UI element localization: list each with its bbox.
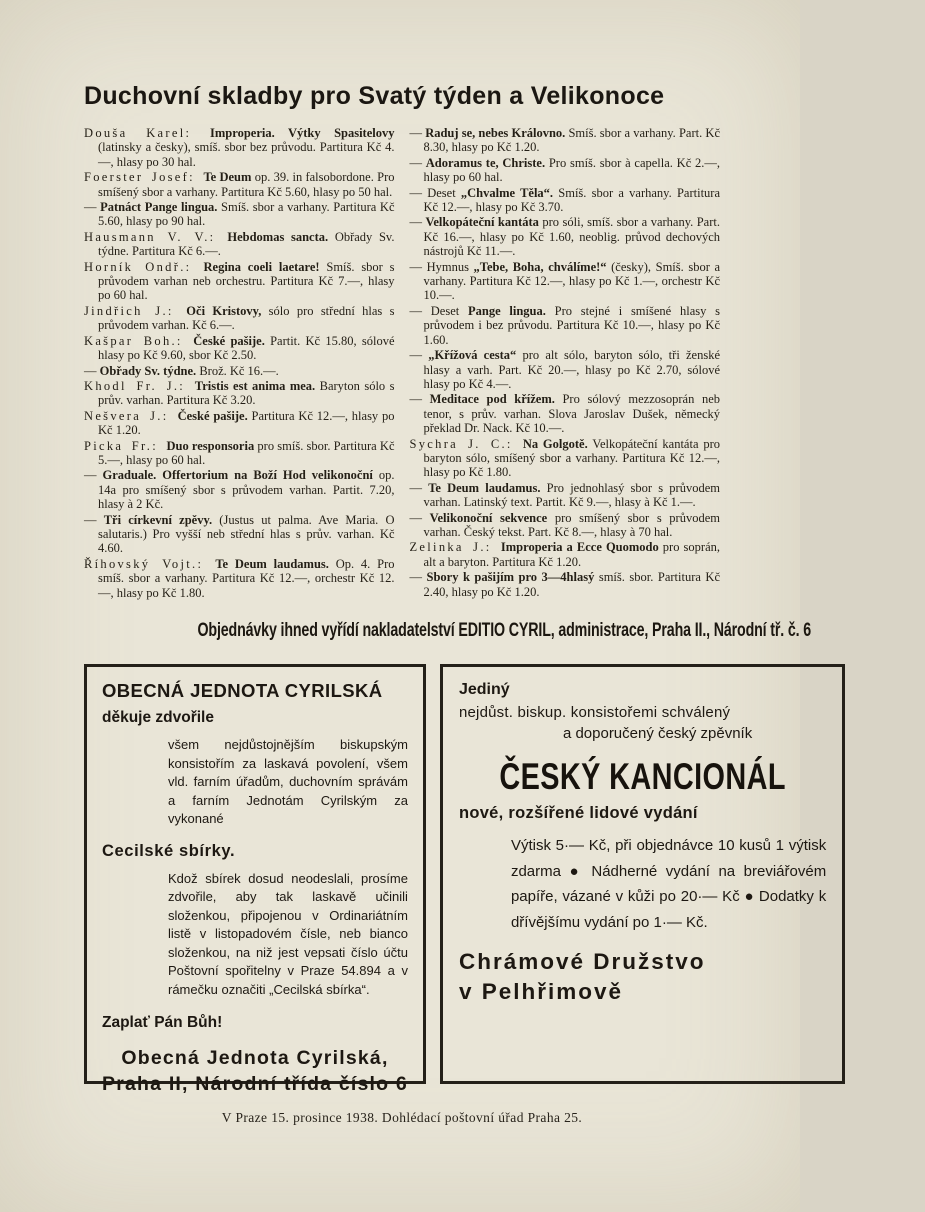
catalog-entry <box>84 126 395 169</box>
entry-segment-plain: Pro smíš. sbor à capella. Kč 2.—, hlasy po 60 hal. <box>423 155 721 185</box>
ad-right-lead: Jediný <box>458 681 510 698</box>
entry-segment-bold: Regina coeli laetare! <box>203 259 320 274</box>
catalog-entry <box>410 481 721 510</box>
entry-segment-plain: — Deset <box>409 185 461 200</box>
ad-right-signature <box>459 947 826 1008</box>
entry-segment-plain: — <box>409 570 427 585</box>
entry-segment-author: Khodl Fr. J.: <box>84 378 195 393</box>
entry-segment-plain: op. 14a pro smíšený sbor s průvodem varhan. Partit. 7.20, hlasy à 2 Kč. <box>98 468 395 512</box>
catalog-entry <box>410 437 721 480</box>
entry-segment-bold: České pašije. <box>177 408 248 423</box>
catalog-entry <box>84 334 395 363</box>
ad-right-signature-line-1: Chrámové Družstvo <box>458 949 706 974</box>
catalog-entry <box>84 260 395 303</box>
entry-segment-plain: Partit. Kč 15.80, sólové hlasy po Kč 9.60, sbor Kč 2.50. <box>98 333 395 363</box>
entry-segment-author: Foerster Josef: <box>84 170 204 185</box>
entry-segment-author: Kašpar Boh.: <box>84 333 194 348</box>
entry-segment-plain: Smíš. sbor a varhany. Partitura Kč 5.60, hlasy po 90 hal. <box>98 200 395 229</box>
entry-segment-bold: Obřady Sv. týdne. <box>99 363 197 378</box>
entry-segment-plain: — <box>409 348 429 363</box>
catalog-entry <box>84 409 395 438</box>
entry-segment-plain: Brož. Kč 16.—. <box>196 363 279 378</box>
entry-segment-plain: Smíš. sbor a varhany. Part. Kč 8.30, hlasy po Kč 1.20. <box>423 126 720 155</box>
ad-right-signature-line-2: v Pelhřimově <box>458 979 624 1005</box>
entry-segment-plain: — <box>84 363 100 378</box>
entry-segment-plain: — <box>409 155 426 170</box>
entry-segment-plain: pro soprán, alt a baryton. Partitura Kč 1.20. <box>423 540 720 569</box>
catalog-left-column <box>84 126 395 610</box>
catalog-right-column <box>410 126 721 610</box>
ad-left-paragraph-1: všem nejdůstojnějším biskupským konsistořím za laskavá povolení, všem vld. farním úřadům, duchovním správám a farním Jednotám Cyrilským za vykonané <box>168 737 408 826</box>
entry-segment-plain: (Justus ut palma. Ave Maria. O salutaris.) Pro vyšší neb střední hlas s prův. varhan. Kč 4.60. <box>98 512 395 556</box>
ad-left-heading: OBECNÁ JEDNOTA CYRILSKÁ <box>102 680 383 701</box>
entry-segment-bold: Improperia. Výtky Spasitelovy <box>210 126 395 140</box>
entry-segment-bold: Velikonoční sekvence <box>429 510 548 525</box>
catalog-entry <box>84 439 395 468</box>
ad-left-signature-line-1: Obecná Jednota Cyrilská, <box>121 1047 389 1069</box>
entry-segment-plain: Pro sólový mezzosoprán neb tenor, s prův. varhan. Slova Jaroslav Dušek, německý překlad Dr. Nack. Kč 10.—. <box>423 392 720 436</box>
entry-segment-plain: Baryton sólo s prův. varhan. Partitura Kč 3.20. <box>98 378 395 408</box>
entry-segment-plain: (latinsky a česky), smíš. sbor bez průvodu. Partitura Kč 4.—, hlasy po 30 hal. <box>98 140 395 169</box>
entry-segment-bold: Adoramus te, Christe. <box>425 155 546 170</box>
ad-right-product-name: ČESKÝ KANCIONÁL <box>499 756 786 797</box>
entry-segment-plain: — <box>84 200 101 215</box>
entry-segment-plain: — <box>84 468 103 483</box>
ad-left-subheading: děkuje zdvořile <box>102 709 214 726</box>
entry-segment-plain: Partitura Kč 12.—, hlasy po Kč 1.20. <box>98 408 395 438</box>
entry-segment-plain: — Hymnus <box>409 259 474 274</box>
entry-segment-plain: — <box>409 215 426 230</box>
ad-box-obecna-jednota <box>84 664 426 1096</box>
ad-right-line-1: nejdůst. biskup. konsistořemi schválený <box>458 704 731 721</box>
ad-left-thanks: Zaplať Pán Bůh! <box>102 1014 223 1031</box>
entry-segment-plain: Pro stejné i smíšené hlasy s průvodem i bez průvodu. Partitura Kč 10.—, hlasy po Kč 1.60. <box>423 303 720 347</box>
catalog-entry <box>410 392 721 435</box>
entry-segment-bold: Te Deum laudamus. <box>215 556 329 571</box>
entry-segment-plain: Obřady Sv. týdne. Partitura Kč 6.—. <box>98 229 395 259</box>
catalog-entry <box>410 511 721 540</box>
entry-segment-bold: Na Golgotě. <box>522 436 588 451</box>
entry-segment-bold: Duo responsoria <box>166 438 255 453</box>
entry-segment-author: Jindřich J.: <box>84 303 187 318</box>
entry-segment-author: Hausmann V. V.: <box>84 229 228 244</box>
ad-right-line-2: a doporučený český zpěvník <box>562 725 753 742</box>
entry-segment-plain: Smíš. sbor s průvodem varhan neb orchestru. Partitura Kč 7.—, hlasy po 60 hal. <box>98 259 395 303</box>
entry-segment-bold: „Tebe, Boha, chválíme!“ <box>473 259 607 274</box>
order-banner-text: Objednávky ihned vyřídí nakladatelství EDITIO CYRIL, administrace, Praha II., Národní tř. č. 6 <box>197 619 812 641</box>
catalog-entry <box>84 468 395 511</box>
catalog-entry <box>410 348 721 391</box>
entry-segment-author: Douša Karel: <box>84 126 211 140</box>
catalog-entry <box>84 379 395 408</box>
catalog-entry <box>84 304 395 333</box>
catalog <box>84 126 720 610</box>
entry-segment-bold: Raduj se, nebes Královno. <box>425 126 566 140</box>
entry-segment-plain: Smíš. sbor a varhany. Partitura Kč 12.—, hlasy po Kč 3.70. <box>423 185 721 215</box>
catalog-entry <box>410 570 721 599</box>
catalog-entry <box>84 170 395 199</box>
catalog-entry <box>84 364 395 378</box>
entry-segment-plain: Op. 4. Pro smíš. sbor a varhany. Partitura Kč 12.—, orchestr Kč 12.—, hlasy po Kč 1.80. <box>98 556 395 600</box>
entry-segment-author: Picka Fr.: <box>84 438 167 453</box>
entry-segment-bold: Hebdomas sancta. <box>227 229 329 244</box>
entry-segment-plain: sólo pro střední hlas s průvodem varhan. Kč 6.—. <box>98 303 395 333</box>
entry-segment-plain: — Deset <box>409 303 468 318</box>
catalog-entry <box>84 513 395 556</box>
entry-segment-plain: (česky), Smíš. sbor a varhany. Partitura Kč 12.—, hlasy po Kč 1.—, orchestr Kč 10.—. <box>423 259 720 303</box>
entry-segment-plain: pro sóli, smíš. sbor a varhany. Part. Kč 16.—, hlasy po Kč 1.60, neoblig. průvod dechových nástrojů Kč 11.—. <box>423 215 720 259</box>
entry-segment-bold: České pašije. <box>193 333 265 348</box>
entry-segment-bold: Te Deum <box>203 170 252 185</box>
ad-left-heading-2: Cecilské sbírky. <box>102 841 236 860</box>
catalog-entry <box>84 230 395 259</box>
entry-segment-bold: Tři církevní zpěvy. <box>103 512 213 527</box>
advertisements <box>84 664 827 1096</box>
catalog-entry <box>410 260 721 303</box>
ad-left-signature <box>102 1045 408 1098</box>
ad-left-signature-line-2: Praha II, Národní třída číslo 6 <box>102 1073 408 1096</box>
entry-segment-bold: Oči Kristovy, <box>186 303 262 318</box>
entry-segment-plain: op. 39. in falsobordone. Pro smíšený sbor a varhany. Partitura Kč 5.60, hlasy po 50 hal. <box>98 170 395 199</box>
catalog-entry <box>410 126 721 155</box>
catalog-entry <box>410 186 721 215</box>
entry-segment-plain: Velkopáteční kantáta pro baryton sólo, smíšený sbor a varhany. Partitura Kč 12.—, hlasy po Kč 1.80. <box>423 436 720 480</box>
entry-segment-bold: Improperia a Ecce Quomodo <box>500 540 659 555</box>
entry-segment-author: Zelinka J.: <box>409 540 501 555</box>
entry-segment-plain: — <box>409 480 429 495</box>
entry-segment-bold: Meditace pod křížem. <box>429 392 555 407</box>
entry-segment-author: Horník Ondř.: <box>84 259 204 274</box>
catalog-entry <box>410 304 721 347</box>
entry-segment-author: Říhovský Vojt.: <box>84 556 216 571</box>
entry-segment-plain: pro smíš. sbor. Partitura Kč 5.—, hlasy po 60 hal. <box>98 438 395 467</box>
catalog-entry <box>410 540 721 569</box>
catalog-entry <box>84 200 395 229</box>
entry-segment-bold: Tristis est anima mea. <box>194 378 316 393</box>
entry-segment-bold: Velkopáteční kantáta <box>425 215 539 230</box>
entry-segment-plain: smíš. sbor. Partitura Kč 2.40, hlasy po Kč 1.20. <box>423 570 720 599</box>
entry-segment-bold: „Chvalme Těla“. <box>460 185 554 200</box>
entry-segment-plain: — <box>409 392 430 407</box>
ad-left-paragraph-2: Kdož sbírek dosud neodeslali, prosíme zdvořile, aby tak laskavě učinili složenkou, připojenou v Ordinariátním listě v listopadovém čísle, neb bianco složenkou, na niž jest vepsati číslo účtu Poštovní spořitelny v Praze 54.894 a v rámečku označiti „Cecilská sbírka“. <box>168 870 408 997</box>
footer-imprint: V Praze 15. prosince 1938. Dohlédací poštovní úřad Praha 25. <box>221 1110 583 1125</box>
entry-segment-bold: Te Deum laudamus. <box>428 480 541 495</box>
entry-segment-plain: — <box>409 510 430 525</box>
entry-segment-plain: — <box>409 126 426 140</box>
ad-box-cesky-kancional <box>440 664 845 1084</box>
entry-segment-plain: pro smíšený sbor s průvodem varhan. Český tekst. Part. Kč 8.—, hlasy à 70 hal. <box>423 510 720 539</box>
ad-right-body: Výtisk 5·— Kč, při objednávce 10 kusů 1 výtisk zdarma ● Nádherné vydání na breviářovém papíře, vázané v kůži po 20·— Kč ● Dodatky k dřívějšímu vydání po 1·— Kč. <box>510 837 827 931</box>
order-banner <box>84 619 812 642</box>
entry-segment-bold: Graduale. Offertorium na Boží Hod velikonoční <box>102 468 373 483</box>
catalog-entry <box>410 156 721 185</box>
ad-right-subtitle: nové, rozšířené lidové vydání <box>458 804 698 822</box>
catalog-entry <box>84 557 395 600</box>
entry-segment-bold: Sbory k pašijím pro 3—4hlasý <box>426 570 595 585</box>
entry-segment-author: Sychra J. C.: <box>409 436 523 451</box>
page-title: Duchovní skladby pro Svatý týden a Velikonoce <box>84 82 665 110</box>
entry-segment-plain: — <box>84 512 104 527</box>
entry-segment-bold: Patnáct Pange lingua. <box>100 200 218 215</box>
entry-segment-plain: pro alt sólo, baryton sólo, tři ženské hlasy a varh. Part. Kč 20.—, hlasy po Kč 2.70, sólové hlasy po Kč 4.—. <box>423 348 720 391</box>
entry-segment-plain: Pro jednohlasý sbor s průvodem varhan. Latinský text. Partit. Kč 9.—, hlasy à Kč 1.—. <box>423 480 720 510</box>
entry-segment-author: Nešvera J.: <box>84 408 178 423</box>
catalog-entry <box>410 215 721 258</box>
entry-segment-bold: Pange lingua. <box>468 303 546 318</box>
entry-segment-bold: „Křížová cesta“ <box>428 348 517 363</box>
